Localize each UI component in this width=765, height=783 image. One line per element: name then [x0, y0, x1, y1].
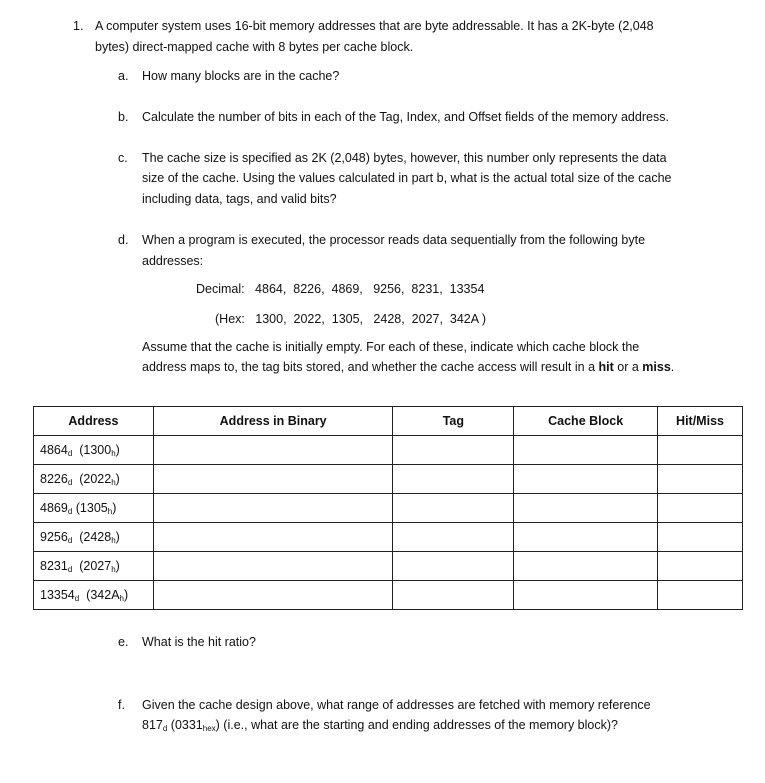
- table-row: [34, 465, 743, 494]
- header-hit-miss: Hit/Miss: [658, 407, 743, 436]
- part-b-text: Calculate the number of bits in each of the Tag, Index, and Offset fields of the memory address.: [142, 110, 669, 124]
- binary-cell[interactable]: [153, 552, 393, 581]
- cache-trace-table: [33, 406, 743, 610]
- part-d-letter: d.: [118, 233, 129, 247]
- part-a-letter: a.: [118, 69, 129, 83]
- assume-line2: [142, 357, 674, 377]
- cache-block-cell[interactable]: [514, 523, 658, 552]
- binary-cell[interactable]: [153, 465, 393, 494]
- part-e-text: What is the hit ratio?: [142, 635, 256, 649]
- table-row: [34, 523, 743, 552]
- cache-block-cell[interactable]: [514, 581, 658, 610]
- tag-cell[interactable]: [393, 523, 514, 552]
- address-cell: $4869_d$ $(1305_h)$: [34, 494, 154, 523]
- cache-block-cell[interactable]: [514, 494, 658, 523]
- hit-miss-cell[interactable]: [658, 436, 743, 465]
- tag-cell[interactable]: [393, 494, 514, 523]
- address-cell: $4864_d$ $(1300_h)$: [34, 436, 154, 465]
- part-c-letter: c.: [118, 151, 128, 165]
- assume-line2-text: address maps to, the tag bits stored, and whether the cache access will result in a: [142, 360, 599, 374]
- header-tag: Tag: [393, 407, 514, 436]
- tag-cell[interactable]: [393, 436, 514, 465]
- hit-miss-cell[interactable]: [658, 465, 743, 494]
- question-text-line1: A computer system uses 16-bit memory addresses that are byte addressable. It has a 2K-byte (2,048: [95, 19, 654, 33]
- part-b-letter: b.: [118, 110, 129, 124]
- binary-cell[interactable]: [153, 436, 393, 465]
- table-row: [34, 552, 743, 581]
- hex-addresses: (Hex: 1300, 2022, 1305, 2428, 2027, 342A ): [215, 312, 487, 326]
- table-header-row: [34, 407, 743, 436]
- part-f-line2: $817_d$ $(0331_{hex})$ (i.e., what are the starting and ending addresses of the memory block)?: [142, 718, 618, 733]
- question-text-line2: bytes) direct-mapped cache with 8 bytes per cache block.: [95, 40, 414, 54]
- hit-miss-cell[interactable]: [658, 494, 743, 523]
- part-d-line2: addresses:: [142, 254, 204, 268]
- hit-miss-cell[interactable]: [658, 581, 743, 610]
- binary-cell[interactable]: [153, 581, 393, 610]
- cache-block-cell[interactable]: [514, 436, 658, 465]
- cache-block-cell[interactable]: [514, 552, 658, 581]
- decimal-addresses: Decimal: 4864, 8226, 4869, 9256, 8231, 13354: [196, 282, 485, 296]
- table-row: [34, 581, 743, 610]
- or-a-text: or a: [613, 360, 643, 374]
- part-c-line2: size of the cache. Using the values calculated in part b, what is the actual total size of the cache: [142, 171, 672, 185]
- part-f-letter: f.: [118, 698, 125, 712]
- part-a-text: How many blocks are in the cache?: [142, 69, 340, 83]
- tag-cell[interactable]: [393, 581, 514, 610]
- part-c-line3: including data, tags, and valid bits?: [142, 192, 337, 206]
- tag-cell[interactable]: [393, 465, 514, 494]
- part-c-line1: The cache size is specified as 2K (2,048) bytes, however, this number only represents the data: [142, 151, 667, 165]
- tag-cell[interactable]: [393, 552, 514, 581]
- hit-word: hit: [598, 360, 614, 374]
- miss-word: miss: [642, 360, 671, 374]
- binary-cell[interactable]: [153, 523, 393, 552]
- header-address-binary: Address in Binary: [153, 407, 393, 436]
- table-row: [34, 436, 743, 465]
- cache-block-cell[interactable]: [514, 465, 658, 494]
- header-cache-block: Cache Block: [514, 407, 658, 436]
- header-address: Address: [34, 407, 154, 436]
- part-f-line1: Given the cache design above, what range of addresses are fetched with memory reference: [142, 698, 651, 712]
- assume-line1: Assume that the cache is initially empty. For each of these, indicate which cache block the: [142, 340, 640, 354]
- address-cell: $13354_d$ $(342A_h)$: [34, 581, 154, 610]
- part-e-letter: e.: [118, 635, 129, 649]
- hit-miss-cell[interactable]: [658, 552, 743, 581]
- address-cell: $9256_d$ $(2428_h)$: [34, 523, 154, 552]
- binary-cell[interactable]: [153, 494, 393, 523]
- assume-period: .: [670, 360, 675, 374]
- address-cell: $8226_d$ $(2022_h)$: [34, 465, 154, 494]
- table-row: [34, 494, 743, 523]
- question-number: 1.: [73, 19, 84, 33]
- hit-miss-cell[interactable]: [658, 523, 743, 552]
- address-cell: $8231_d$ $(2027_h)$: [34, 552, 154, 581]
- part-d-line1: When a program is executed, the processor reads data sequentially from the following byte: [142, 233, 646, 247]
